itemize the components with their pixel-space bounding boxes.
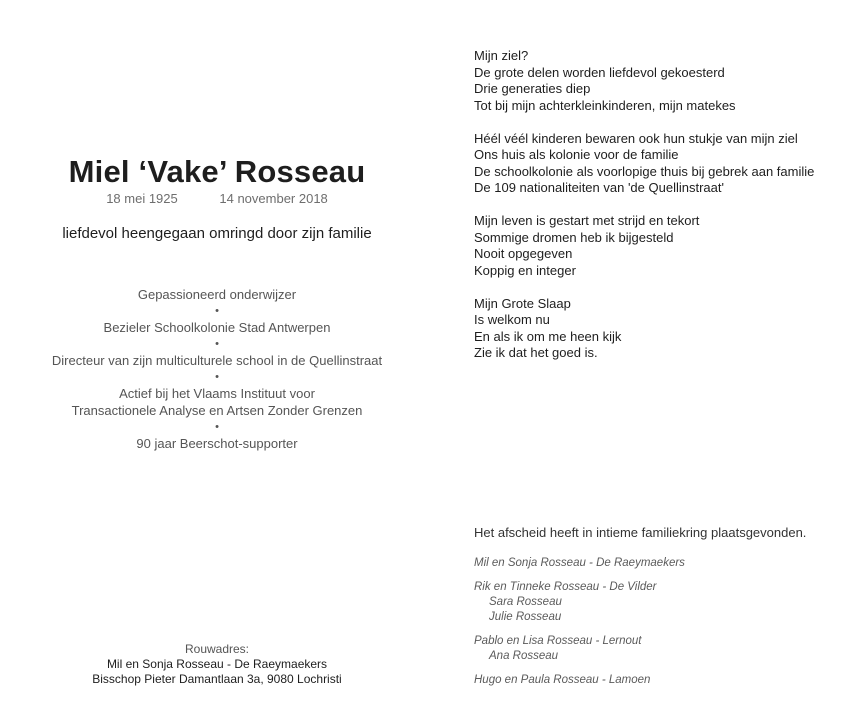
- roles-list: [40, 286, 394, 452]
- role-line: Gepassioneerd onderwijzer: [137, 287, 297, 302]
- poem-stanza: [474, 131, 854, 197]
- poem-line: Koppig en integer: [474, 262, 576, 278]
- farewell-note: Het afscheid heeft in intieme familiekring plaatsgevonden.: [474, 525, 807, 540]
- family-parents: Pablo en Lisa Rosseau - Lernout: [474, 635, 642, 647]
- poem-stanza: [474, 213, 854, 279]
- family-group: [474, 634, 854, 664]
- poem-line: De grote delen worden liefdevol gekoesterd: [474, 64, 725, 80]
- bullet-separator: •: [215, 338, 219, 350]
- family-parents: Rik en Tinneke Rosseau - De Vilder: [474, 581, 657, 593]
- death-date: 14 november 2018: [219, 191, 328, 206]
- role-line: Bezieler Schoolkolonie Stad Antwerpen: [103, 320, 331, 335]
- poem-line: Mijn leven is gestart met strijd en tekort: [474, 213, 700, 228]
- poem-line: Nooit opgegeven: [474, 246, 573, 261]
- poem-stanza: [474, 296, 854, 362]
- poem: [474, 48, 854, 378]
- family-group: [474, 580, 854, 625]
- poem-line: Is welkom nu: [474, 312, 550, 327]
- poem-line: Sommige dromen heb ik bijgesteld: [474, 229, 674, 245]
- role-line: Directeur van zijn multiculturele school in de Quellinstraat: [51, 353, 383, 368]
- poem-line: Mijn Grote Slaap: [474, 295, 571, 311]
- poem-stanza: [474, 48, 854, 114]
- poem-line: Drie generaties diep: [474, 81, 591, 96]
- family-child: Sara Rosseau: [489, 596, 562, 608]
- poem-line: Héél véél kinderen bewaren ook hun stukje van mijn ziel: [474, 130, 798, 146]
- family-group: [474, 673, 854, 688]
- family-child: Ana Rosseau: [489, 650, 559, 662]
- mourning-address: [60, 642, 374, 687]
- birth-date: 18 mei 1925: [106, 191, 178, 206]
- subtitle: liefdevol heengegaan omringd door zijn familie: [62, 225, 372, 242]
- header-block: [40, 150, 394, 244]
- address-names: Mil en Sonja Rosseau - De Raeymaekers: [106, 657, 328, 671]
- address-label: Rouwadres:: [184, 642, 250, 656]
- bullet-separator: •: [215, 305, 219, 317]
- deceased-name: Miel ‘Vake’ Rosseau: [68, 154, 366, 189]
- family-child: Julie Rosseau: [489, 611, 562, 623]
- role-line: 90 jaar Beerschot-supporter: [136, 436, 298, 451]
- poem-line: De 109 nationaliteiten van 'de Quellinstraat': [474, 180, 724, 195]
- bullet-separator: •: [215, 421, 219, 433]
- family-list: [474, 556, 854, 697]
- poem-line: Tot bij mijn achterkleinkinderen, mijn matekes: [474, 97, 736, 113]
- role-line: Actief bij het Vlaams Instituut voor: [119, 386, 315, 401]
- poem-line: Mijn ziel?: [474, 48, 529, 63]
- bullet-separator: •: [215, 371, 219, 383]
- poem-line: En als ik om me heen kijk: [474, 328, 622, 344]
- family-parents: Mil en Sonja Rosseau - De Raeymaekers: [474, 557, 685, 569]
- address-street: Bisschop Pieter Damantlaan 3a, 9080 Lochristi: [92, 672, 342, 686]
- family-group: [474, 556, 854, 571]
- family-parents: Hugo en Paula Rosseau - Lamoen: [474, 674, 651, 686]
- role-line: Transactionele Analyse en Artsen Zonder Grenzen: [71, 403, 363, 418]
- poem-line: Zie ik dat het goed is.: [474, 345, 598, 360]
- poem-line: Ons huis als kolonie voor de familie: [474, 147, 679, 162]
- poem-line: De schoolkolonie als voorlopige thuis bij gebrek aan familie: [474, 163, 815, 179]
